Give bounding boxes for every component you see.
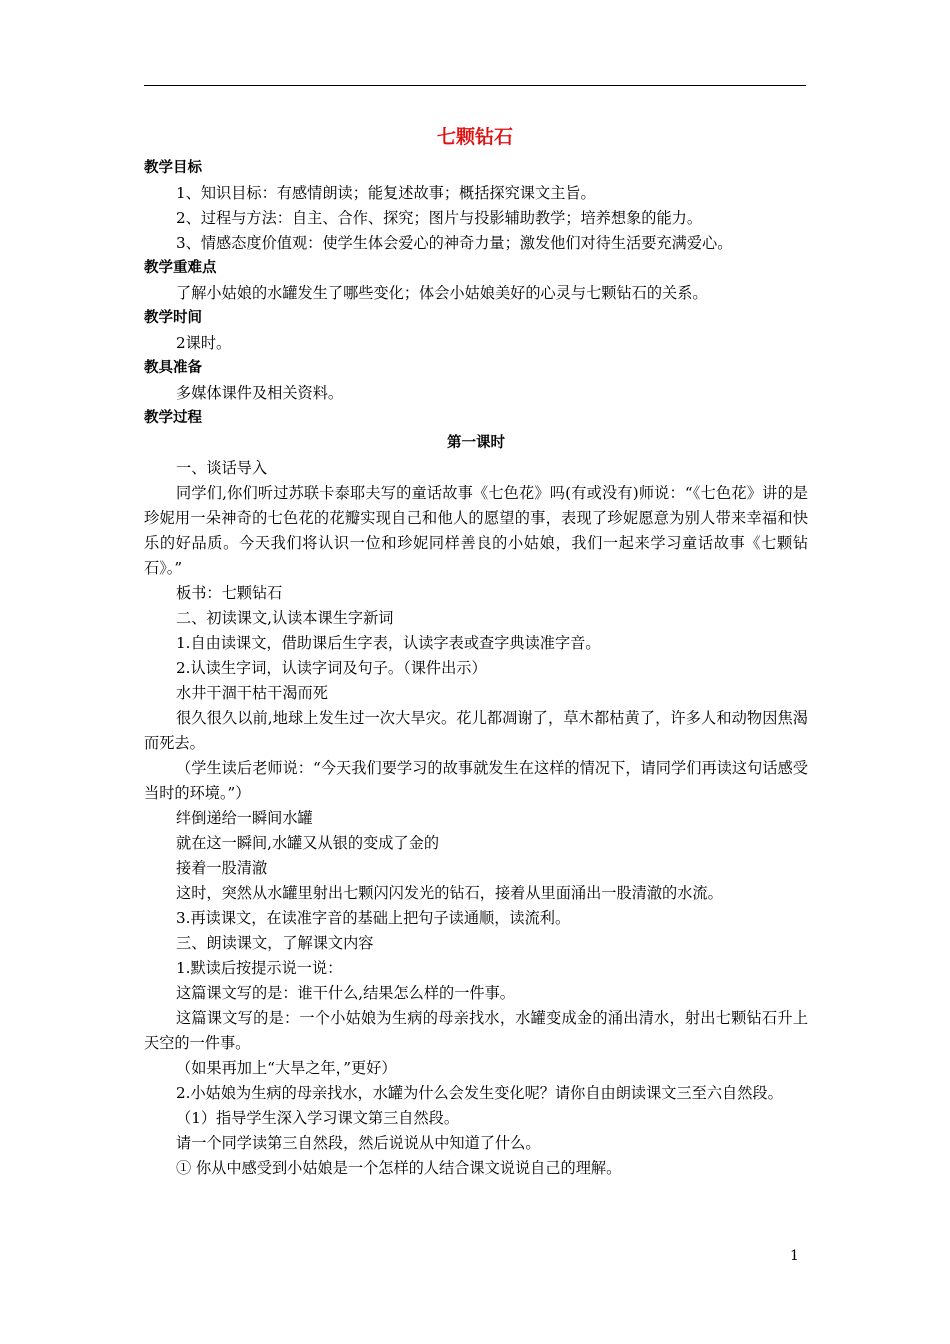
heading-key-points: 教学重难点 <box>144 260 217 276</box>
body-paragraph: 水井干涸干枯干渴而死 <box>176 684 328 702</box>
heading-goals: 教学目标 <box>144 160 202 176</box>
body-paragraph: 绊倒递给一瞬间水罐 <box>176 809 313 827</box>
document-body <box>144 156 808 1181</box>
header-rule <box>144 85 806 86</box>
body-paragraph: 二、初读课文,认读本课生字新词 <box>176 609 394 627</box>
body-paragraph: 请一个同学读第三自然段，然后说说从中知道了什么。 <box>176 1134 541 1152</box>
goal-3: 3、情感态度价值观：使学生体会爱心的神奇力量；激发他们对待生活要充满爱心。 <box>176 234 733 252</box>
body-paragraph: 这时，突然从水罐里射出七颗闪闪发光的钻石，接着从里面涌出一股清澈的水流。 <box>176 884 723 902</box>
body-paragraph: 同学们,你们听过苏联卡泰耶夫写的童话故事《七色花》吗(有或没有)师说：“《七色花》讲的是珍妮用一朵神奇的七色花的花瓣实现自己和他人的愿望的事，表现了珍妮愿意为别人带来幸福和快乐的好品质。今天我们将认识一位和珍妮同样善良的小姑娘，我们一起来学习童话故事《七颗钻石》。” <box>144 484 808 577</box>
goal-2: 2、过程与方法：自主、合作、探究；图片与投影辅助教学；培养想象的能力。 <box>176 209 703 227</box>
body-paragraph: 接着一股清澈 <box>176 859 268 877</box>
body-paragraph: 板书：七颗钻石 <box>176 584 283 602</box>
key-points-text: 了解小姑娘的水罐发生了哪些变化；体会小姑娘美好的心灵与七颗钻石的关系。 <box>176 284 708 302</box>
body-paragraph: 这篇课文写的是：谁干什么,结果怎么样的一件事。 <box>176 984 515 1002</box>
heading-time: 教学时间 <box>144 310 202 326</box>
body-paragraph: 三、朗读课文，了解课文内容 <box>176 934 374 952</box>
body-paragraph: 这篇课文写的是：一个小姑娘为生病的母亲找水，水罐变成金的涌出清水，射出七颗钻石升上天空的一件事。 <box>144 1009 808 1052</box>
goal-1: 1、知识目标：有感情朗读；能复述故事；概括探究课文主旨。 <box>176 184 596 202</box>
body-paragraph: 很久很久以前,地球上发生过一次大旱灾。花儿都凋谢了，草木都枯黄了，许多人和动物因焦渴而死去。 <box>144 709 808 752</box>
lesson-1-heading: 第一课时 <box>447 435 505 451</box>
body-paragraph: （1）指导学生深入学习课文第三自然段。 <box>176 1109 460 1127</box>
time-text: 2课时。 <box>176 334 232 352</box>
body-paragraph: 一、谈话导入 <box>176 459 268 477</box>
heading-tools: 教具准备 <box>144 360 202 376</box>
body-paragraph: 2.小姑娘为生病的母亲找水，水罐为什么会发生变化呢？请你自由朗读课文三至六自然段。 <box>176 1084 783 1102</box>
body-paragraph: ① 你从中感受到小姑娘是一个怎样的人结合课文说说自己的理解。 <box>176 1159 622 1177</box>
body-paragraph: 3.再读课文，在读准字音的基础上把句子读通顺，读流利。 <box>176 909 571 927</box>
body-paragraph: （如果再加上“大旱之年，”更好） <box>176 1059 397 1077</box>
body-paragraph: （学生读后老师说：“今天我们要学习的故事就发生在这样的情况下，请同学们再读这句话感受当时的环境。”） <box>144 759 808 802</box>
page-number: 1 <box>790 1248 799 1264</box>
heading-process: 教学过程 <box>144 410 202 426</box>
body-paragraph: 1.默读后按提示说一说： <box>176 959 343 977</box>
tools-text: 多媒体课件及相关资料。 <box>176 384 344 402</box>
body-paragraph: 2.认读生字词，认读字词及句子。（课件出示） <box>176 659 487 677</box>
body-paragraph: 1.自由读课文，借助课后生字表，认读字表或查字典读准字音。 <box>176 634 601 652</box>
document-title: 七颗钻石 <box>436 126 513 148</box>
body-paragraph: 就在这一瞬间,水罐又从银的变成了金的 <box>176 834 440 852</box>
